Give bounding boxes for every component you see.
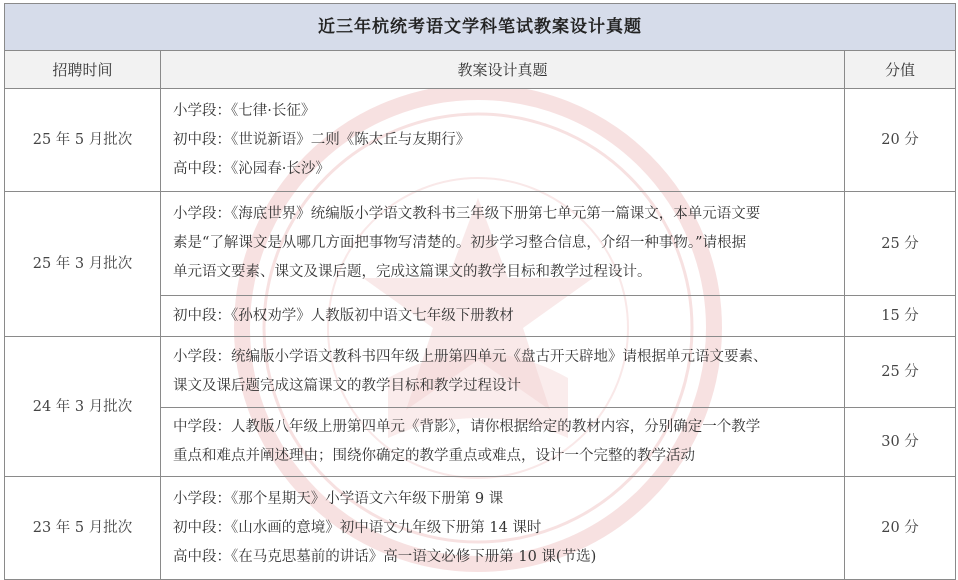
content-cell: [161, 192, 845, 296]
content-line: 小学段：《那个星期天》小学语文六年级下册第 9 课: [173, 490, 504, 507]
content-line: 小学段：统编版小学语文教科书四年级上册第四单元《盘古开天辟地》请根据单元语文要素、: [173, 349, 768, 365]
batch-cell: 25 年 3 月批次: [5, 192, 161, 337]
content-line: 单元语文要素、课文及课后题，完成这篇课文的教学目标和教学过程设计。: [173, 264, 652, 280]
score-cell: 30 分: [845, 408, 956, 477]
content-line: 小学段：《七律·长征》: [173, 102, 316, 119]
content-cell: [161, 89, 845, 192]
content-line: 素是“了解课文是从哪几方面把事物写清楚的。初步学习整合信息，介绍一种事物。”请根据: [173, 235, 747, 251]
exam-table: [4, 3, 956, 580]
content-line: 初中段：《世说新语》二则《陈太丘与友期行》: [173, 131, 471, 148]
table-row: [5, 337, 956, 408]
content-cell: [161, 296, 845, 337]
batch-cell: 25 年 5 月批次: [5, 89, 161, 192]
content-cell: [161, 477, 845, 580]
header-score: 分值: [845, 51, 956, 89]
content-line: 高中段：《沁园春·长沙》: [173, 160, 330, 177]
content-line: 小学段：《海底世界》统编版小学语文教科书三年级下册第七单元第一篇课文，本单元语文要: [173, 206, 761, 222]
header-batch: 招聘时间: [5, 51, 161, 89]
score-cell: 15 分: [845, 296, 956, 337]
content-line: 初中段：《孙权劝学》人教版初中语文七年级下册教材: [173, 307, 514, 324]
content-cell: [161, 408, 845, 477]
score-cell: 20 分: [845, 89, 956, 192]
content-line: 高中段：《在马克思墓前的讲话》高一语文必修下册第 10 课(节选): [173, 548, 597, 565]
batch-cell: 24 年 3 月批次: [5, 337, 161, 477]
table-row: [5, 192, 956, 296]
header-content: 教案设计真题: [161, 51, 845, 89]
score-cell: 20 分: [845, 477, 956, 580]
content-line: 重点和难点并阐述理由；围绕你确定的教学重点或难点，设计一个完整的教学活动: [173, 448, 695, 464]
content-line: 初中段：《山水画的意境》初中语文九年级下册第 14 课时: [173, 519, 542, 536]
score-cell: 25 分: [845, 192, 956, 296]
content-line: 中学段：人教版八年级上册第四单元《背影》，请你根据给定的教材内容，分别确定一个教学: [173, 419, 761, 435]
table-title: 近三年杭统考语文学科笔试教案设计真题: [5, 4, 956, 51]
table-row: [5, 477, 956, 580]
score-cell: 25 分: [845, 337, 956, 408]
content-line: 课文及课后题完成这篇课文的教学目标和教学过程设计: [173, 378, 521, 394]
batch-cell: 23 年 5 月批次: [5, 477, 161, 580]
table-row: [5, 89, 956, 192]
content-cell: [161, 337, 845, 408]
